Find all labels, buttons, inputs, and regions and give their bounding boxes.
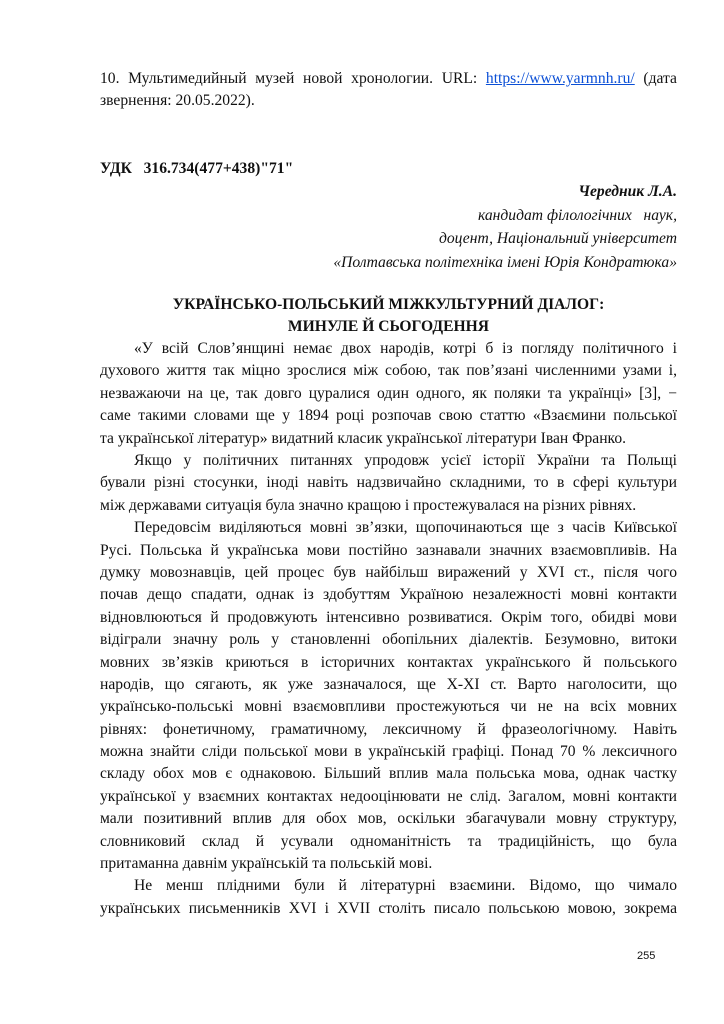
article-title bbox=[100, 294, 677, 338]
reference-url-link[interactable]: https://www.yarmnh.ru/ bbox=[485, 70, 635, 87]
paragraph-line: українсько-польські мовні взаємовпливи простежуються чи не на всіх мовних bbox=[100, 698, 677, 716]
paragraph-line: складу обох мов є однаковою. Більший вплив мала польська мова, однак частку bbox=[100, 765, 677, 783]
author-name: Чередник Л.А. bbox=[578, 183, 677, 201]
article-body bbox=[100, 338, 677, 920]
paragraph-line: українських письменників XVI і XVII століть писало польською мовою, зокрема bbox=[100, 899, 677, 917]
author-affiliation: доцент, Національний університет bbox=[438, 230, 677, 248]
paragraph-line: можна знайти сліди польської мови в українській графіці. Понад 70 % лексичного bbox=[100, 743, 677, 761]
paragraph-line: саме такими словами ще у 1894 році розпочав свою статтю «Взаємини польської bbox=[100, 407, 677, 425]
paragraph-line: духового життя так міцно зрослися між собою, так пов’язані численними узами і, bbox=[100, 362, 677, 380]
page-number: 255 bbox=[637, 950, 656, 962]
paragraph-line: незважаючи на це, так довго цуралися один одного, як поляки та українці» [3], − bbox=[100, 384, 677, 402]
author-affiliation: «Полтавська політехніка імені Юрія Кондратюка» bbox=[333, 253, 677, 271]
author-affiliation: кандидат філологічних наук, bbox=[477, 206, 677, 224]
paragraph-line: відновлюються й продовжують інтенсивно розвиватися. Окрім того, обидві мови bbox=[100, 608, 677, 626]
reference-line-2: звернення: 20.05.2022). bbox=[100, 92, 255, 110]
reference-text: 10. Мультимедийный музей новой хронологии. URL: bbox=[100, 70, 486, 87]
paragraph-line: думку мовознавців, цей процес був найбільш виражений у XVI ст., після чого bbox=[100, 563, 677, 581]
paragraph-line: Не менш плідними були й літературні взаємини. Відомо, що чимало bbox=[134, 877, 677, 895]
paragraph-line: почав дещо спадати, однак із здобуттям Україною незалежності мовні контакти bbox=[100, 586, 677, 604]
paragraph bbox=[100, 875, 677, 920]
paragraph bbox=[100, 517, 677, 875]
paragraph-line: словниковий склад й усували одноманітність та традиційність, що була bbox=[100, 832, 677, 850]
paragraph-line: бували різні стосунки, іноді навіть надзвичайно складними, то в сфері культури bbox=[100, 474, 677, 492]
reference-suffix: (дата bbox=[634, 70, 677, 87]
title-line: УКРАЇНСЬКО-ПОЛЬСЬКИЙ МІЖКУЛЬТУРНИЙ ДІАЛОГ: bbox=[172, 296, 605, 314]
paragraph-line: Русі. Польська й українська мови постійно зазнавали значних взаємовпливів. На bbox=[100, 541, 677, 559]
paragraph bbox=[100, 450, 677, 517]
paragraph-line: мали позитивний вплив для обох мов, оскільки збагачували мовну структуру, bbox=[100, 810, 677, 828]
paragraph-line: «У всій Слов’янщині немає двох народів, котрі б із погляду політичного і bbox=[134, 340, 677, 358]
reference-line bbox=[100, 68, 677, 90]
paragraph-line: рівнях: фонетичному, граматичному, лексичному й фразеологічному. Навіть bbox=[100, 720, 677, 738]
udk-code: УДК 316.734(477+438)"71" bbox=[100, 159, 294, 177]
document-page bbox=[100, 68, 677, 920]
paragraph-line: притаманна давнім українській та польській мові. bbox=[100, 855, 433, 873]
paragraph-line: Якщо у політичних питаннях упродовж усієї історії України та Польщі bbox=[134, 452, 677, 470]
paragraph-line: Передовсім виділяються мовні зв’язки, щопочинаються ще з часів Київської bbox=[134, 519, 677, 537]
paragraph bbox=[100, 338, 677, 450]
paragraph-line: мовних зв’язків криються в історичних контактах українського й польського bbox=[100, 653, 677, 671]
paragraph-line: та української літератур» видатний класик української літератури Іван Франко. bbox=[100, 429, 627, 447]
paragraph-line: української у взаємних контактах недооцінювати не слід. Загалом, мовні контакти bbox=[100, 787, 677, 805]
paragraph-line: між державами ситуація була значно кращою і простежувалася на різних рівнях. bbox=[100, 496, 637, 514]
title-line: МИНУЛЕ Й СЬОГОДЕННЯ bbox=[287, 318, 490, 336]
paragraph-line: народів, що сягають, як уже зазначалося, ще X-XI ст. Варто наголосити, що bbox=[100, 675, 677, 693]
paragraph-line: відіграли значну роль у становленні обопільних діалектів. Безумовно, витоки bbox=[100, 631, 677, 649]
